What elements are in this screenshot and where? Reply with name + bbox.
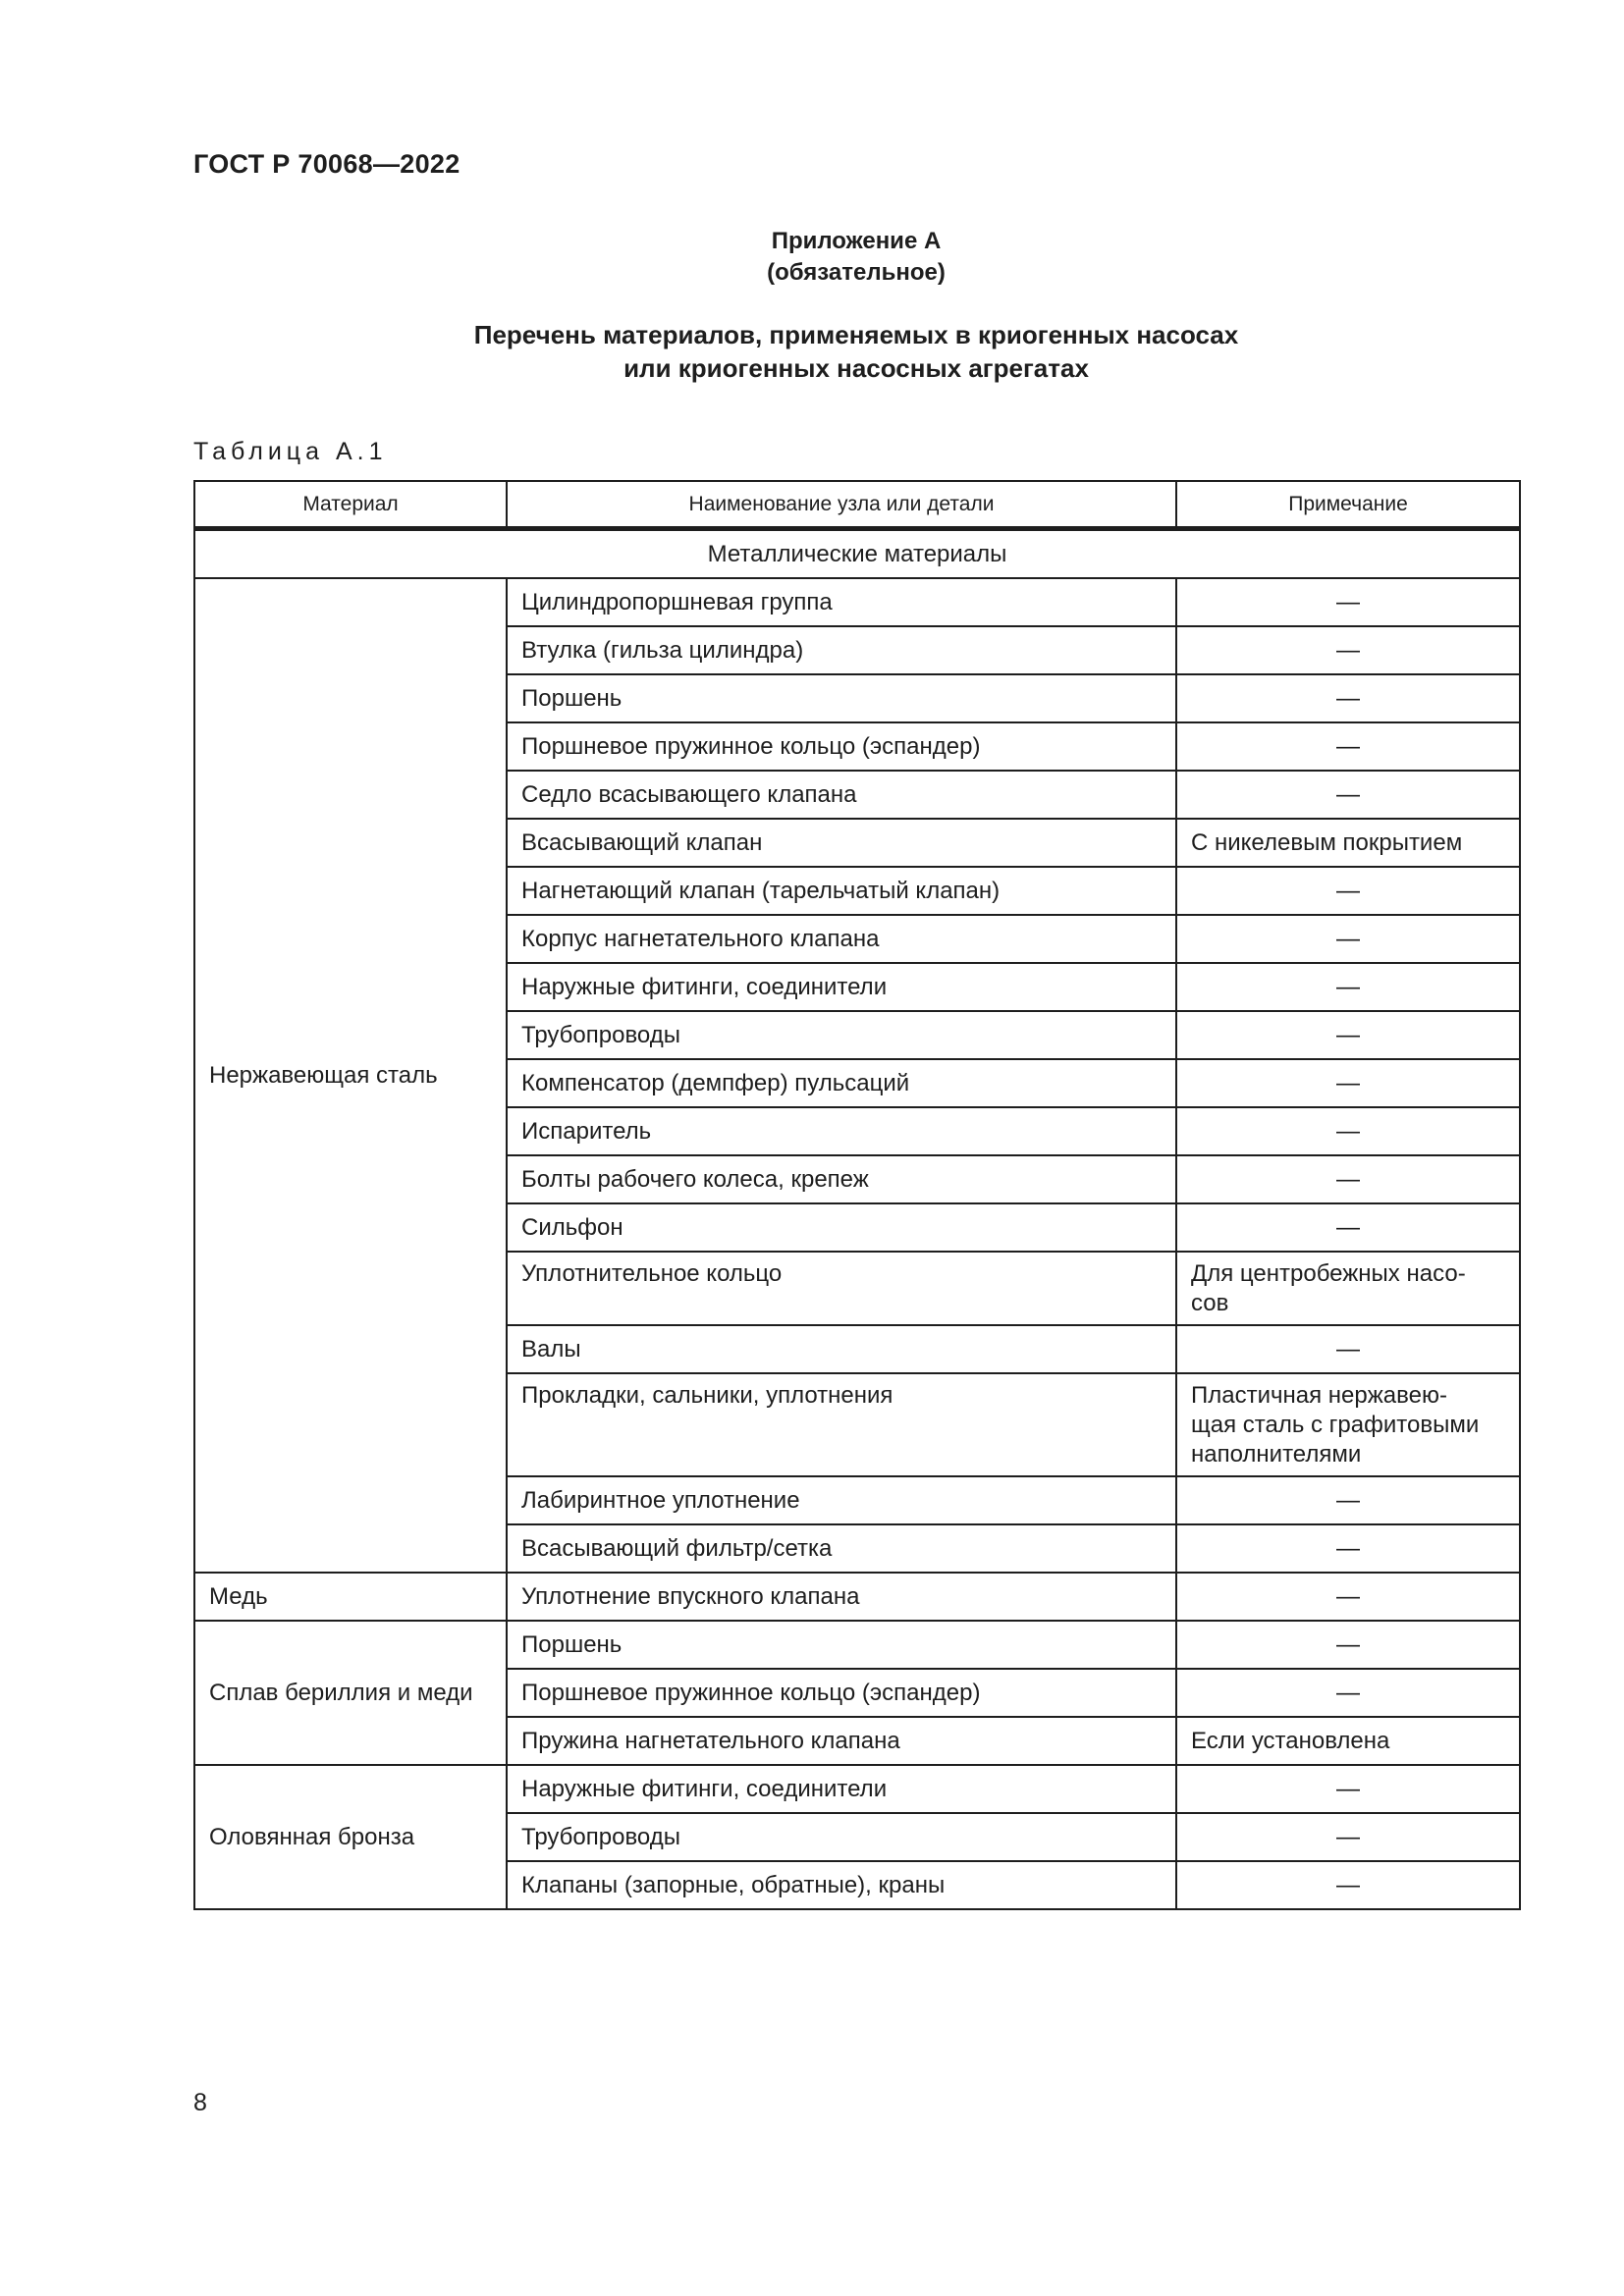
part-cell: Наружные фитинги, соединители <box>507 1765 1176 1813</box>
part-cell: Наружные фитинги, соединители <box>507 963 1176 1011</box>
part-cell: Сильфон <box>507 1203 1176 1252</box>
standard-designation: ГОСТ Р 70068—2022 <box>193 149 460 179</box>
note-cell: — <box>1176 1107 1520 1155</box>
material-cell: Нержавеющая сталь <box>194 578 507 1573</box>
note-cell: — <box>1176 963 1520 1011</box>
table-row <box>194 1573 1520 1621</box>
note-cell: — <box>1176 915 1520 963</box>
note-cell: С никелевым покрытием <box>1176 819 1520 867</box>
column-header-note: Примечание <box>1176 481 1520 529</box>
part-cell: Болты рабочего колеса, крепеж <box>507 1155 1176 1203</box>
note-cell: Для центробежных насо- сов <box>1176 1252 1520 1325</box>
part-cell: Уплотнительное кольцо <box>507 1252 1176 1325</box>
note-cell: — <box>1176 578 1520 626</box>
part-cell: Поршень <box>507 1621 1176 1669</box>
document-title-line-2: или криогенных насосных агрегатах <box>623 353 1089 383</box>
note-cell: — <box>1176 1011 1520 1059</box>
table-row <box>194 1765 1520 1813</box>
note-cell: — <box>1176 867 1520 915</box>
part-cell: Трубопроводы <box>507 1011 1176 1059</box>
material-cell: Медь <box>194 1573 507 1621</box>
section-row <box>194 529 1520 579</box>
column-header-material: Материал <box>194 481 507 529</box>
appendix-status: (обязательное) <box>767 259 946 286</box>
part-cell: Всасывающий фильтр/сетка <box>507 1524 1176 1573</box>
note-cell: — <box>1176 1155 1520 1203</box>
part-cell: Трубопроводы <box>507 1813 1176 1861</box>
table-row <box>194 1621 1520 1669</box>
note-cell: Если установлена <box>1176 1717 1520 1765</box>
table-row <box>194 578 1520 626</box>
column-header-part: Наименование узла или детали <box>507 481 1176 529</box>
document-title-line-1: Перечень материалов, применяемых в криогенных насосах <box>473 320 1239 349</box>
part-cell: Седло всасывающего клапана <box>507 771 1176 819</box>
material-cell: Оловянная бронза <box>194 1765 507 1909</box>
part-cell: Поршень <box>507 674 1176 722</box>
note-cell: — <box>1176 722 1520 771</box>
note-cell: — <box>1176 1573 1520 1621</box>
part-cell: Поршневое пружинное кольцо (эспандер) <box>507 1669 1176 1717</box>
part-cell: Поршневое пружинное кольцо (эспандер) <box>507 722 1176 771</box>
note-cell: — <box>1176 1621 1520 1669</box>
part-cell: Уплотнение впускного клапана <box>507 1573 1176 1621</box>
part-cell: Компенсатор (демпфер) пульсаций <box>507 1059 1176 1107</box>
note-cell: — <box>1176 771 1520 819</box>
note-cell: — <box>1176 1524 1520 1573</box>
part-cell: Клапаны (запорные, обратные), краны <box>507 1861 1176 1909</box>
note-cell: — <box>1176 1861 1520 1909</box>
part-cell: Испаритель <box>507 1107 1176 1155</box>
page-number: 8 <box>193 2089 207 2116</box>
table-caption: Таблица А.1 <box>193 438 388 465</box>
part-cell: Лабиринтное уплотнение <box>507 1476 1176 1524</box>
table-body <box>194 529 1520 1910</box>
part-cell: Цилиндропоршневая группа <box>507 578 1176 626</box>
note-cell: Пластичная нержавею- щая сталь с графитовыми наполнителями <box>1176 1373 1520 1476</box>
appendix-title: Приложение А <box>771 228 942 254</box>
table-header-row <box>194 481 1520 529</box>
part-cell: Валы <box>507 1325 1176 1373</box>
section-title: Металлические материалы <box>194 529 1520 579</box>
note-cell: — <box>1176 1765 1520 1813</box>
note-cell: — <box>1176 1059 1520 1107</box>
part-cell: Нагнетающий клапан (тарельчатый клапан) <box>507 867 1176 915</box>
note-cell: — <box>1176 626 1520 674</box>
note-cell: — <box>1176 1813 1520 1861</box>
material-cell: Сплав бериллия и меди <box>194 1621 507 1765</box>
materials-table <box>193 480 1521 1910</box>
part-cell: Прокладки, сальники, уплотнения <box>507 1373 1176 1476</box>
part-cell: Втулка (гильза цилиндра) <box>507 626 1176 674</box>
part-cell: Пружина нагнетательного клапана <box>507 1717 1176 1765</box>
note-cell: — <box>1176 1325 1520 1373</box>
part-cell: Корпус нагнетательного клапана <box>507 915 1176 963</box>
note-cell: — <box>1176 1476 1520 1524</box>
part-cell: Всасывающий клапан <box>507 819 1176 867</box>
note-cell: — <box>1176 1669 1520 1717</box>
note-cell: — <box>1176 1203 1520 1252</box>
note-cell: — <box>1176 674 1520 722</box>
